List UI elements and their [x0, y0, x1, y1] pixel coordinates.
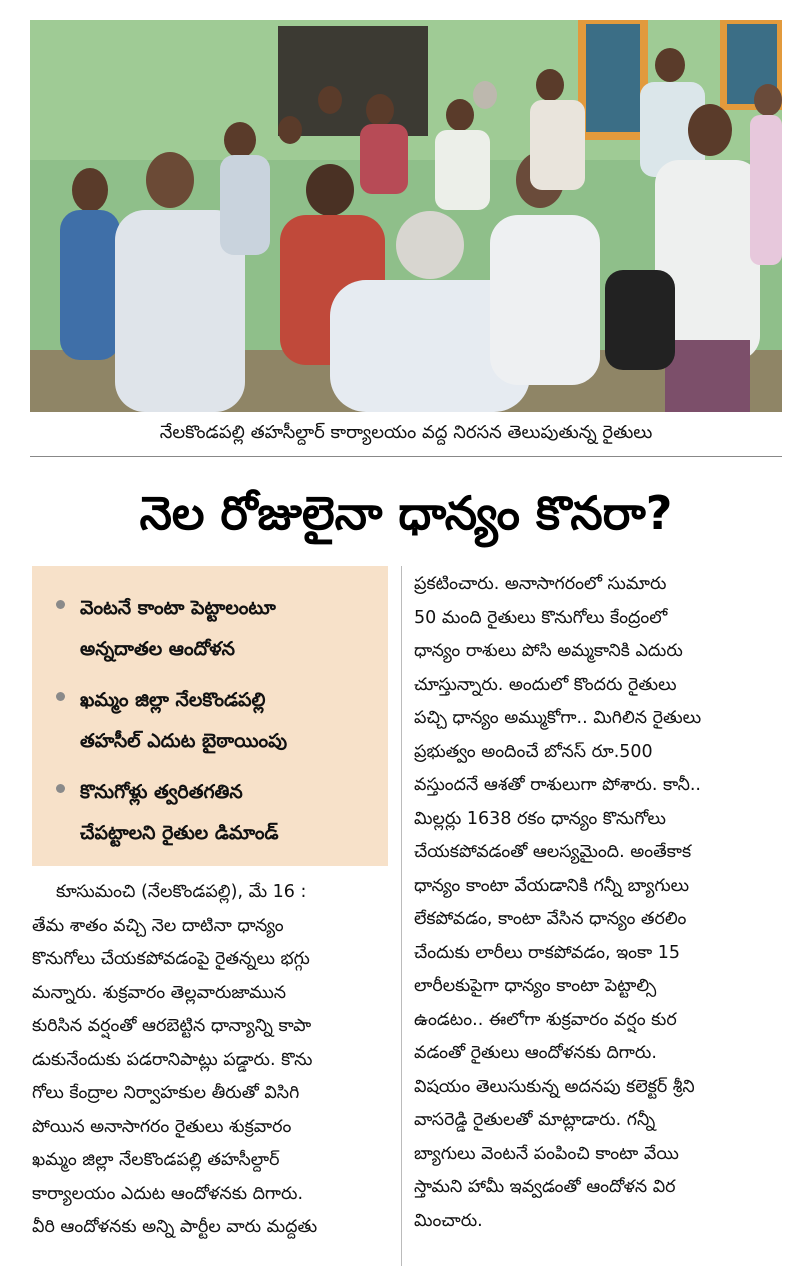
caption-divider [30, 456, 782, 457]
article-line: లారీలకుపైగా ధాన్యం కాంటా పెట్టాల్సి [414, 976, 657, 996]
photo-caption: నేలకొండపల్లి తహసీల్దార్ కార్యాలయం వద్ద నిరసన తెలుపుతున్న రైతులు [159, 422, 653, 443]
article-line: వస్తుందనే ఆశతో రాశులుగా పోశారు. కానీ.. [414, 775, 701, 795]
article-line: పోయిన అనాసాగరం రైతులు శుక్రవారం [32, 1116, 292, 1137]
article-column-left [32, 876, 388, 1245]
article-line: స్తామని హామీ ఇవ్వడంతో ఆందోళన విర [414, 1177, 676, 1197]
article-line: విషయం తెలుసుకున్న అదనపు కలెక్టర్ శ్రీని [414, 1076, 695, 1097]
protest-crowd-photo-icon [30, 20, 782, 412]
news-photo [30, 20, 782, 412]
bullet-icon [56, 784, 65, 793]
bullet-icon [56, 692, 65, 701]
article-line: ఉండటం.. ఈలోగా శుక్రవారం వర్షం కుర [414, 1009, 677, 1030]
highlight-line: కొనుగోళ్లు త్వరితగతిన [80, 781, 243, 803]
highlight-item [56, 680, 374, 762]
column-divider [401, 566, 402, 1266]
article-line: 50 మంది రైతులు కొనుగోలు కేంద్రంలో [414, 607, 668, 628]
article-line: పచ్చి ధాన్యం అమ్ముకోగా.. మిగిలిన రైతులు [414, 708, 702, 728]
article-line: బ్యాగులు వెంటనే పంపించి కాంటా వేయి [414, 1143, 679, 1164]
highlight-item [56, 588, 374, 670]
article-line: మించారు. [414, 1210, 483, 1231]
article-line: లేకపోవడం, కాంటా వేసిన ధాన్యం తరలిం [414, 909, 687, 929]
article-line: వీరి ఆందోళనకు అన్ని పార్టీల వారు మద్దతు [32, 1217, 318, 1237]
article-line: ధాన్యం రాశులు పోసి అమ్మకానికి ఎదురు [414, 641, 683, 661]
article-line: మిల్లర్లు 1638 రకం ధాన్యం కొనుగోలు [414, 808, 666, 829]
article-line: ఖమ్మం జిల్లా నేలకొండపల్లి తహసీల్దార్ [32, 1150, 280, 1170]
article-line: ప్రకటించారు. అనాసాగరంలో సుమారు [414, 574, 667, 594]
article-line: చూస్తున్నారు. అందులో కొందరు రైతులు [414, 674, 677, 695]
article-line: డుకునేందుకు పడరానిపాట్లు పడ్డారు. కొను [32, 1049, 313, 1070]
highlight-line: వెంటనే కాంటా పెట్టాలంటూ [80, 597, 276, 619]
highlights-box [32, 566, 388, 866]
highlight-line: తహసీల్ ఎదుట బైఠాయింపు [80, 730, 288, 752]
highlight-item [56, 772, 374, 854]
article-line: తేమ శాతం వచ్చి నెల దాటినా ధాన్యం [32, 915, 284, 936]
article-line: ప్రభుత్వం అందించే బోనస్ రూ.500 [414, 741, 653, 762]
highlight-line: ఖమ్మం జిల్లా నేలకొండపల్లి [80, 689, 266, 711]
article-line: కురిసిన వర్షంతో ఆరబెట్టిన ధాన్యాన్ని కాపా [32, 1016, 312, 1036]
article-line: కొనుగోలు చేయకపోవడంపై రైతన్నలు భగ్గు [32, 949, 310, 969]
headline: నెల రోజులైనా ధాన్యం కొనరా? [139, 486, 673, 540]
article-line: ధాన్యం కాంటా వేయడానికి గన్నీ బ్యాగులు [414, 875, 690, 896]
article-line: వడంతో రైతులు ఆందోళనకు దిగారు. [414, 1043, 657, 1063]
article-line: మన్నారు. శుక్రవారం తెల్లవారుజామున [32, 982, 287, 1003]
article-line: కార్యాలయం ఎదుట ఆందోళనకు దిగారు. [32, 1183, 304, 1204]
article-column-right [414, 568, 782, 1238]
article-line: చేయకపోవడంతో ఆలస్యమైంది. అంతేకాక [414, 842, 692, 862]
highlight-line: చేపట్టాలని రైతుల డిమాండ్ [80, 822, 279, 844]
highlight-line: అన్నదాతల ఆందోళన [80, 638, 236, 660]
article-line: వాసరెడ్డి రైతులతో మాట్లాడారు. గన్నీ [414, 1110, 656, 1130]
bullet-icon [56, 600, 65, 609]
article-line: గోలు కేంద్రాల నిర్వాహకుల తీరుతో విసిగి [32, 1083, 300, 1103]
article-line: చేందుకు లారీలు రాకపోవడం, ఇంకా 15 [414, 942, 681, 963]
article-line: కూసుమంచి (నేలకొండపల్లి), మే 16 : [56, 882, 307, 902]
